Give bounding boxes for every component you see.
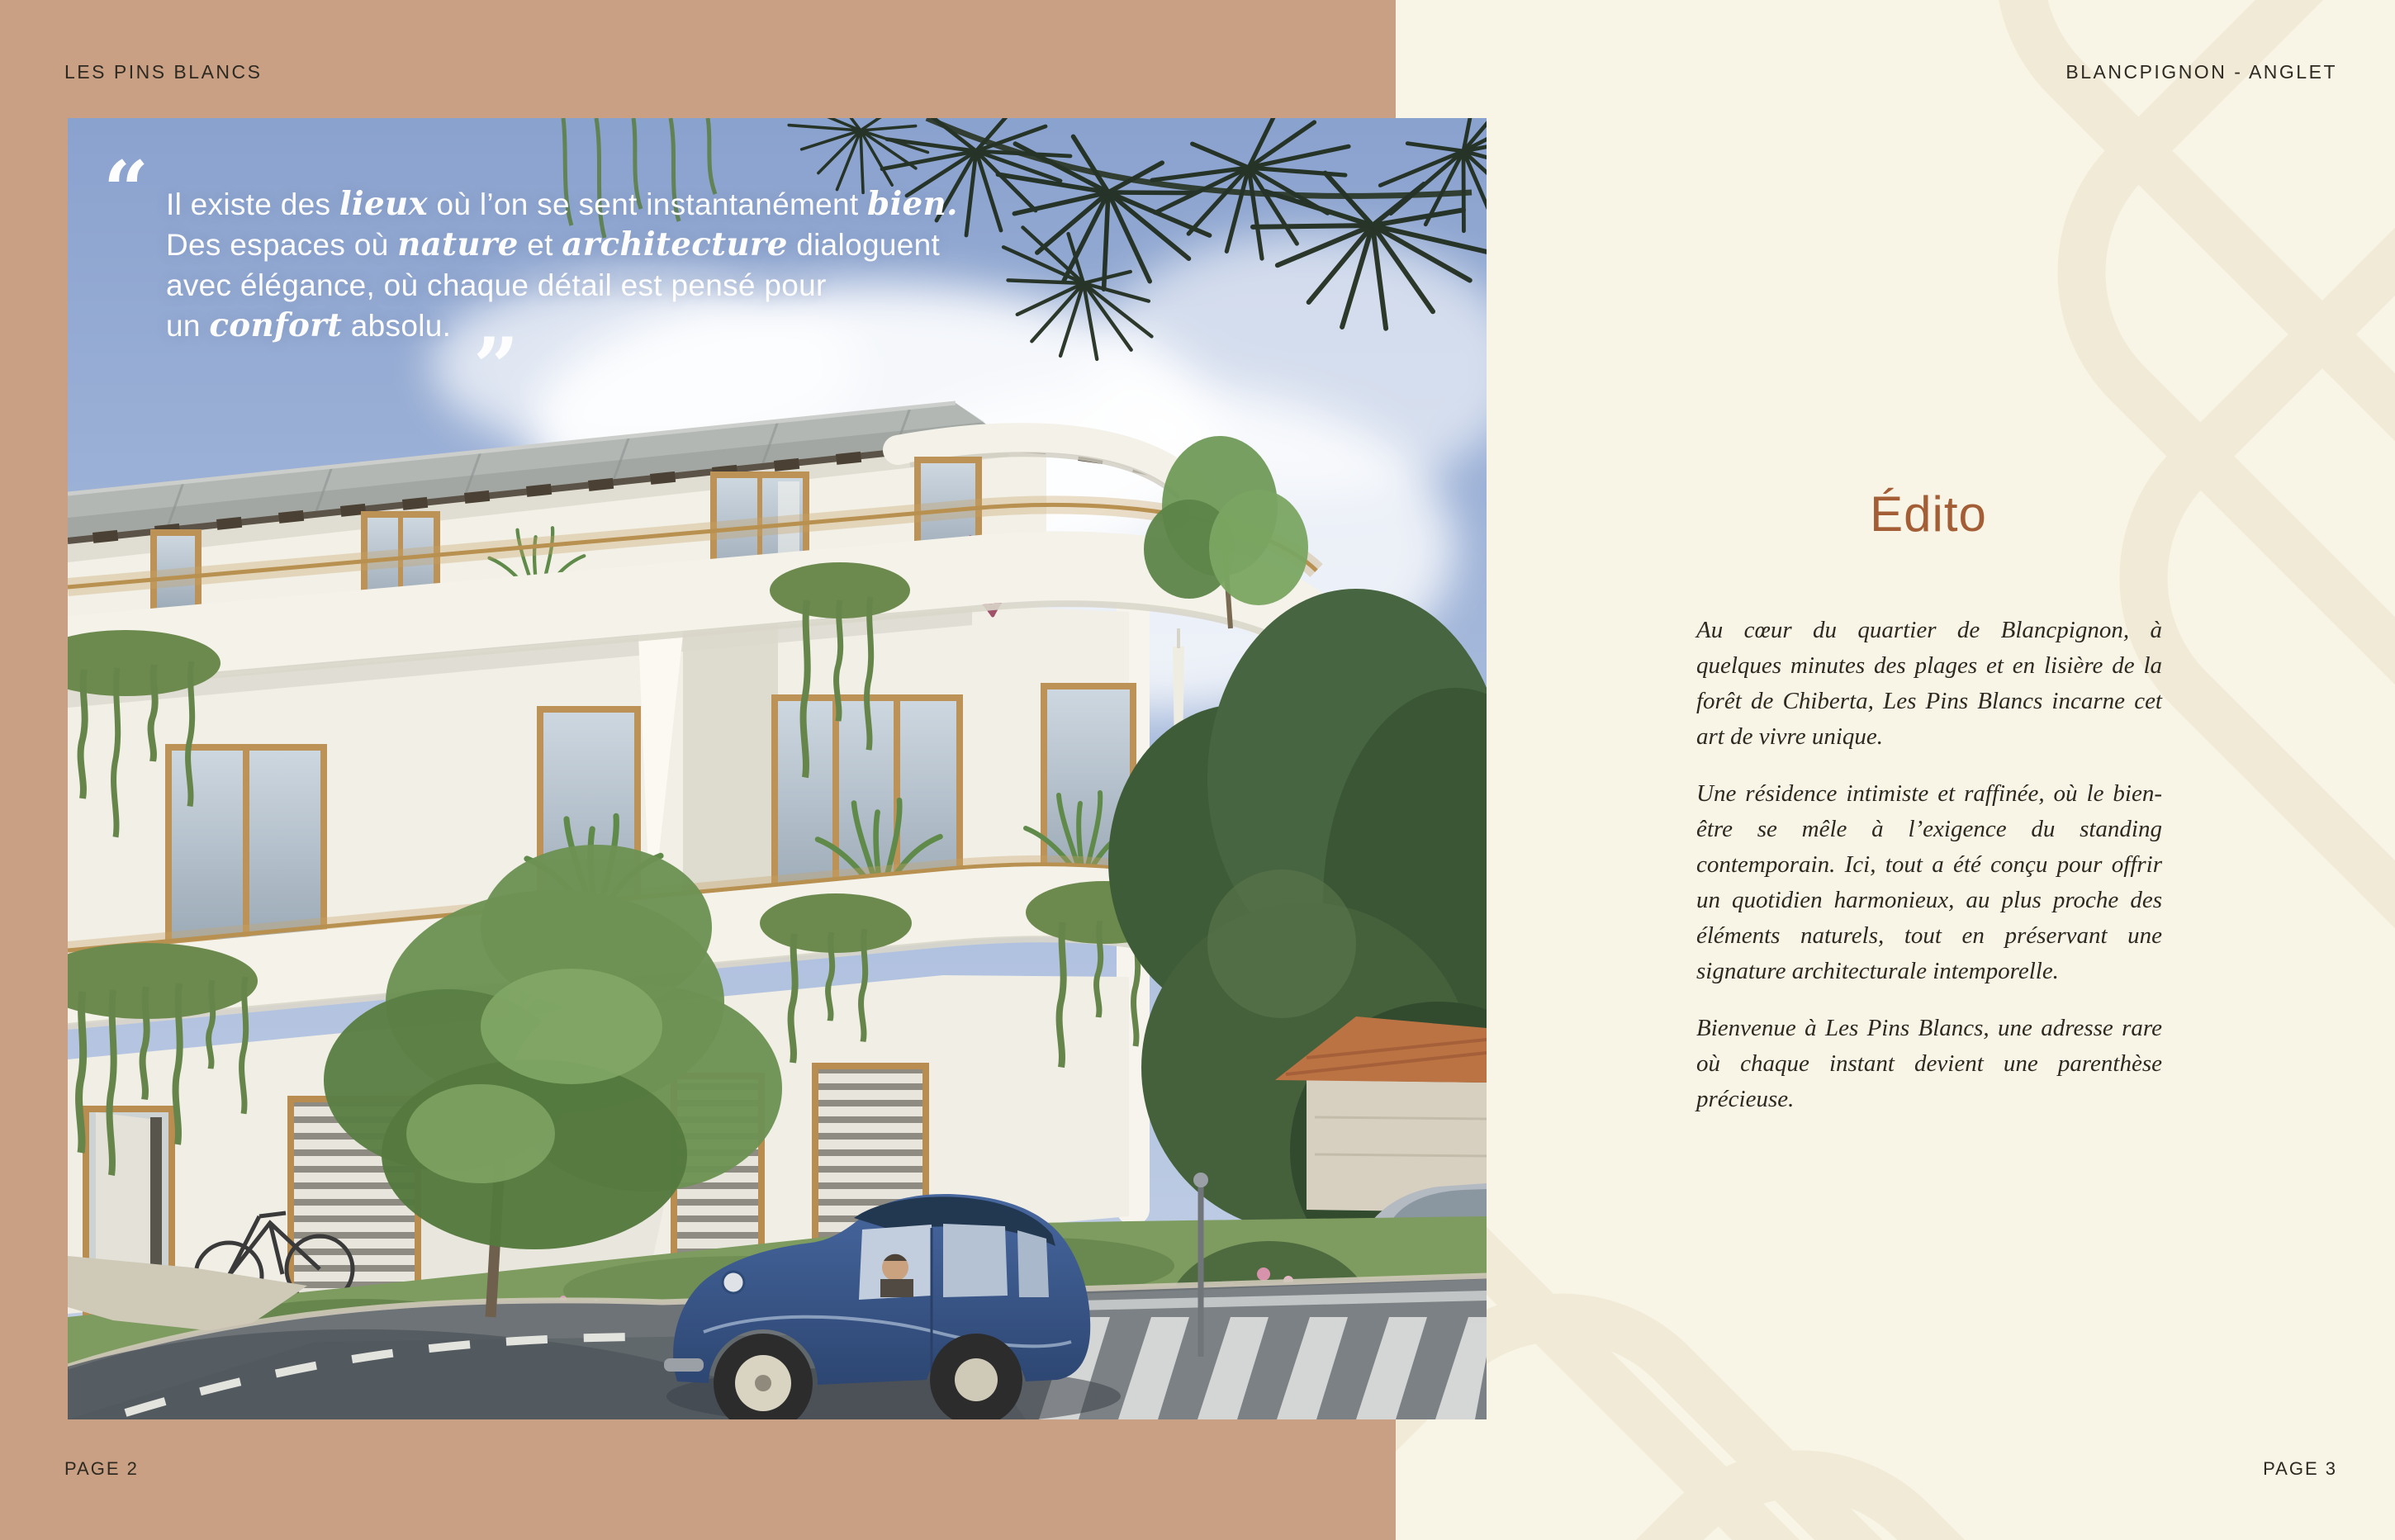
project-name: LES PINS BLANCS xyxy=(64,61,263,83)
open-quote-icon: “ xyxy=(103,144,149,237)
page-number-right: PAGE 3 xyxy=(2263,1458,2337,1479)
building-photo xyxy=(68,118,1487,1419)
close-quote-icon: ” xyxy=(473,320,519,414)
page-number-left: PAGE 2 xyxy=(64,1458,139,1479)
right-page-background xyxy=(1396,0,2395,1540)
quote-block xyxy=(103,144,1012,531)
location-label: BLANCPIGNON - ANGLET xyxy=(2065,61,2337,83)
quote-text: Il existe des lieux où l’on se sent instantanément bien. Des espaces où nature et architecture dialoguent avec élégance, où chaque détail est pensé pour un confort absolu. xyxy=(166,186,958,344)
edito-title: Édito xyxy=(1870,486,1987,542)
edito-paragraphs: Au cœur du quartier de Blancpignon, à quelques minutes des plages et en lisière de la forêt de Chiberta, Les Pins Blancs incarne cet art de vivre unique. Une résidence intimiste et raffinée, où le bien-être se mêle à l’exigence du standing contemporain. Ici, tout a été conçu pour offrir un quotidien harmonieux, au plus proche des éléments naturels, tout en préservant une signature architecturale intemporelle. Bienvenue à Les Pins Blancs, une adresse rare où chaque instant devient une parenthèse précieuse. xyxy=(1696,617,2162,1112)
